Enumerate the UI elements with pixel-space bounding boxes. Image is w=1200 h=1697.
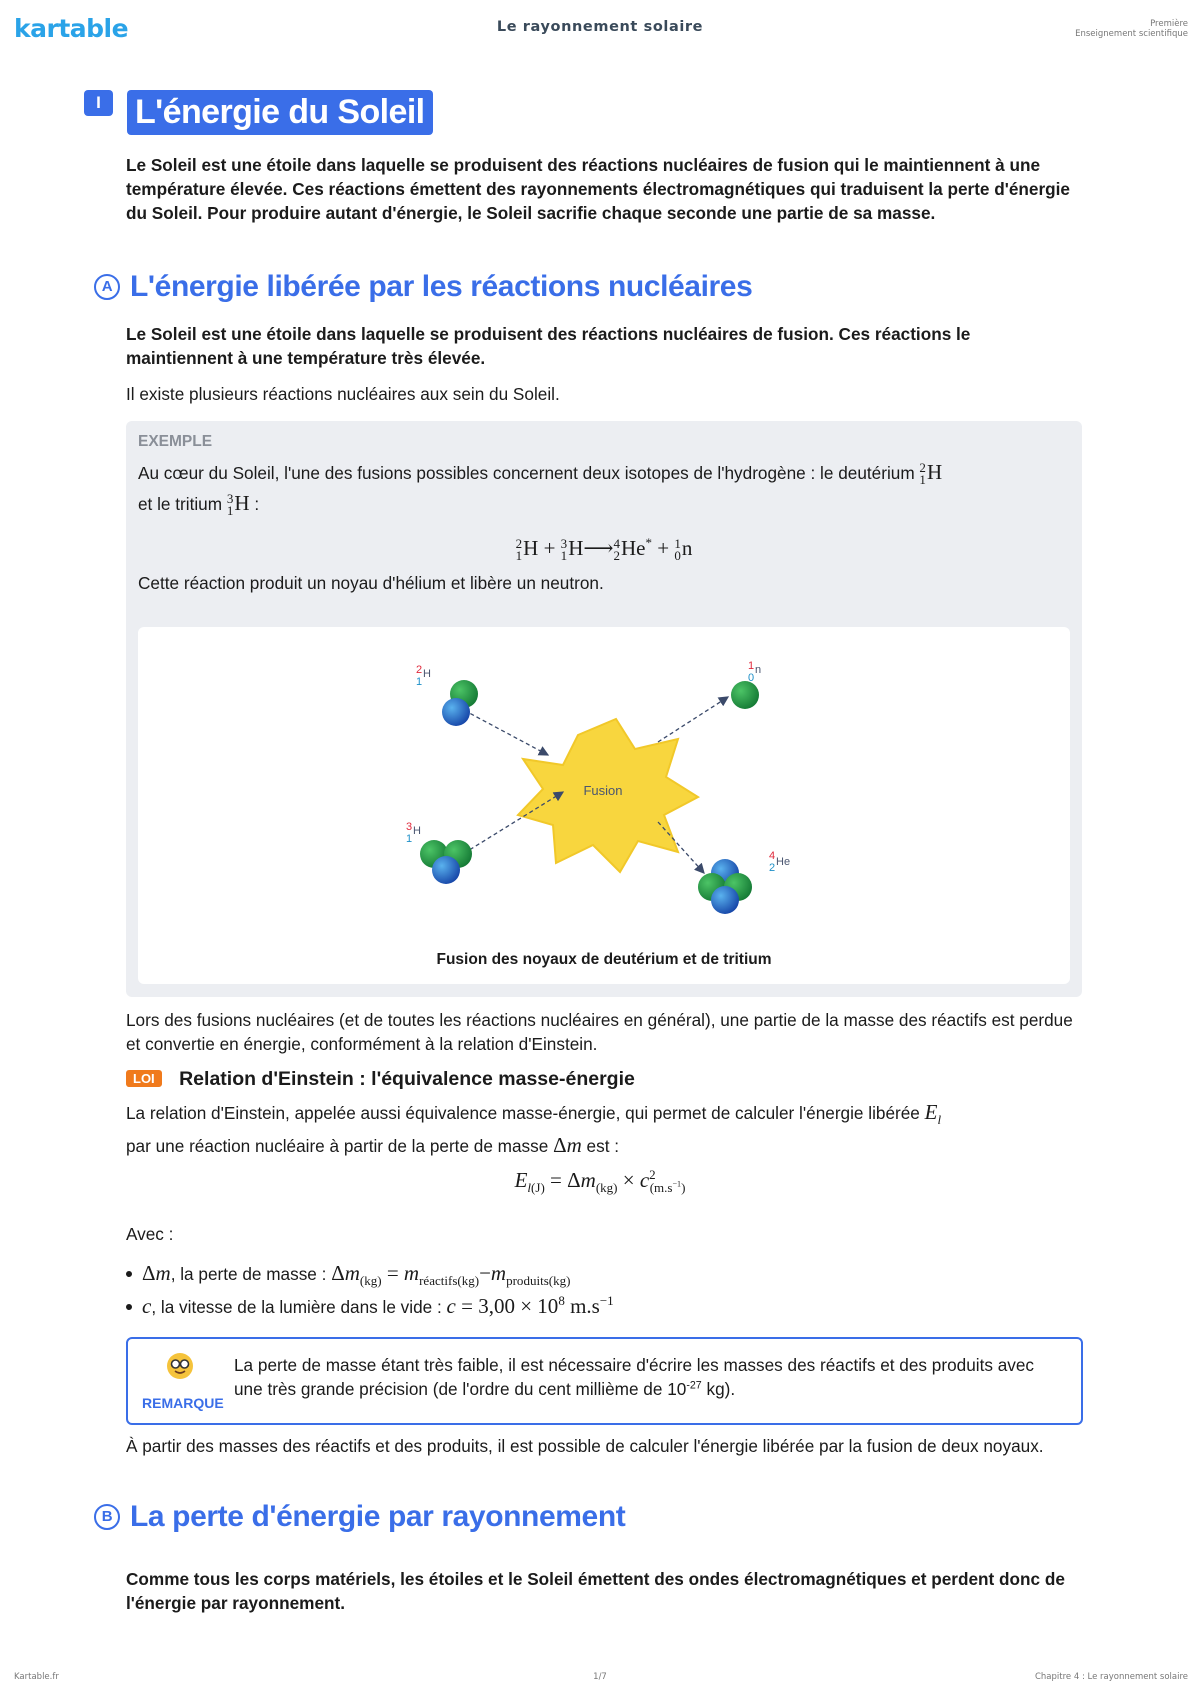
subsection-b-letter: B — [94, 1504, 120, 1530]
neutron — [731, 681, 759, 709]
closing-text: À partir des masses des réactifs et des produits, il est possible de calculer l'énergie libérée par la fusion de deux noyaux. — [126, 1436, 1044, 1456]
subsection-a-intro-block — [126, 322, 1081, 406]
subsection-a-title: L'énergie libérée par les réactions nucléaires — [130, 270, 753, 303]
law-line-2 — [126, 1129, 1081, 1162]
law-text-2: par une réaction nucléaire à partir de la perte de masse — [126, 1136, 549, 1156]
n-atomic-number: 0 — [748, 672, 755, 684]
tritium-nucleus — [420, 840, 472, 884]
fusion-label: Fusion — [583, 783, 623, 798]
h3-atomic-number: 1 — [406, 833, 413, 845]
remark-text: La perte de masse étant très faible, il est nécessaire d'écrire les masses des réactifs et des produits avec une très grande précision (de l'ordre du cent millième de $10^{-27}$ kg). — [234, 1355, 1035, 1399]
subsection-b-title: La perte d'énergie par rayonnement — [130, 1500, 626, 1533]
arrow-h2-in — [458, 707, 548, 755]
avec-block — [126, 1222, 1081, 1246]
arrow-n-out — [658, 697, 728, 742]
light-speed-symbol: c — [142, 1294, 152, 1318]
deuterium-nucleus — [442, 680, 478, 726]
light-speed-formula: $c = 3,00 \times 10^8$ $m.s^{-1}$ — [446, 1293, 614, 1318]
subsection-b-intro-block — [126, 1567, 1081, 1615]
after-example-block — [126, 1008, 1081, 1056]
fusion-equation: 2 1 H + 3 1 H⟶ 4 2 He* + 1 0 n — [515, 535, 693, 564]
fusion-diagram — [138, 627, 1070, 937]
closing-block — [126, 1434, 1081, 1458]
h2-atomic-number: 1 — [416, 676, 423, 688]
law-title: Relation d'Einstein : l'équivalence masse-énergie — [179, 1068, 635, 1090]
example-colon: : — [254, 494, 260, 514]
n-symbol: n — [755, 664, 762, 676]
law-body — [126, 1096, 1081, 1162]
header-subject: Enseignement scientifique — [1075, 29, 1188, 39]
tritium-symbol: 3 1 H — [226, 490, 250, 519]
subsection-a-intro: Le Soleil est une étoile dans laquelle se produisent des réactions nucléaires de fusion. Ces réactions le maintiennent à une température très élevée. — [126, 324, 971, 368]
example-text-2: et le tritium — [138, 494, 223, 514]
example-label: EXEMPLE — [138, 433, 213, 450]
example-result: Cette réaction produit un noyau d'hélium et libère un neutron. — [138, 573, 604, 593]
subsection-a-text: Il existe plusieurs réactions nucléaires aux sein du Soleil. — [126, 384, 560, 404]
h3-symbol: H — [413, 825, 421, 837]
header-meta — [1075, 19, 1188, 39]
h3-mass-number: 3 — [406, 821, 413, 833]
fusion-figure — [138, 627, 1070, 984]
section-number: I — [84, 90, 113, 116]
deuterium-symbol: 2 1 H — [919, 459, 943, 488]
section-intro: Le Soleil est une étoile dans laquelle se produisent des réactions nucléaires de fusion qui le maintiennent à une température élevée. Ces réactions émettent des rayonnements électromagnétiques qui traduisent la perte d'énergie du Soleil. Pour produire autant d'énergie, le Soleil sacrifie chaque seconde une partie de sa masse. — [126, 155, 1070, 223]
list-item — [126, 1290, 1081, 1323]
he-atomic-number: 2 — [769, 862, 776, 874]
mass-loss-formula: $\Delta m_{(kg)} = m_{réactifs(kg)}-m_{produits(kg)}$ — [331, 1261, 571, 1289]
footer-chapter: Chapitre 4 : Le rayonnement solaire — [1034, 1672, 1188, 1682]
figure-caption: Fusion des noyaux de deutérium et de tritium — [436, 951, 772, 968]
example-box — [126, 421, 1082, 997]
helium-nucleus — [698, 859, 752, 914]
section-title: L'énergie du Soleil — [127, 90, 433, 135]
mass-loss-symbol-2: Δm — [142, 1261, 171, 1285]
document-title: Le rayonnement solaire — [496, 19, 704, 35]
subsection-a-heading — [94, 270, 752, 304]
he-mass-number: 4 — [769, 850, 776, 862]
header-level: Première — [1150, 19, 1188, 29]
law-text-2-end: est : — [586, 1136, 620, 1156]
example-line-2 — [138, 488, 1068, 520]
example-line-1 — [138, 457, 1068, 489]
law-text-1: La relation d'Einstein, appelée aussi équivalence masse-énergie, qui permet de calculer l'énergie libérée — [126, 1103, 920, 1123]
mass-loss-symbol: Δm — [553, 1133, 582, 1157]
avec-label: Avec : — [126, 1224, 174, 1244]
bullet-1-text: , la perte de masse : — [170, 1264, 327, 1284]
h2-mass-number: 2 — [416, 664, 423, 676]
h2-symbol: H — [423, 668, 431, 680]
remark-label: REMARQUE — [142, 1395, 224, 1411]
footer-page: 1/7 — [593, 1672, 607, 1682]
law-line-1 — [126, 1096, 1081, 1129]
after-example-text: Lors des fusions nucléaires (et de toutes les réactions nucléaires en général), une partie de la masse des réactifs est perdue et convertie en énergie, conformément à la relation d'Einstein. — [126, 1010, 1073, 1054]
nerd-face-icon — [167, 1353, 193, 1379]
law-badge: LOI — [126, 1070, 162, 1087]
definitions-list — [126, 1257, 1081, 1323]
n-mass-number: 1 — [748, 660, 755, 672]
list-item — [126, 1257, 1081, 1290]
bullet-2-text: , la vitesse de la lumière dans le vide : — [151, 1297, 442, 1317]
section-intro-block — [126, 153, 1081, 225]
einstein-equation: $E_{l(J)} = \Delta m_{(kg)} \times c^2_{(m.s^{-1})}$ — [514, 1167, 686, 1196]
footer-site[interactable]: Kartable.fr — [14, 1672, 59, 1682]
subsection-b-intro: Comme tous les corps matériels, les étoiles et le Soleil émettent des ondes électromagnétiques et perdent donc de l'énergie par rayonnement. — [126, 1569, 1065, 1613]
subsection-b-heading — [94, 1500, 625, 1534]
law-heading — [126, 1068, 635, 1091]
energy-symbol: $E_l$ — [924, 1100, 942, 1128]
he-symbol: He — [776, 856, 791, 868]
example-text-1: Au cœur du Soleil, l'une des fusions possibles concernent deux isotopes de l'hydrogène : le deutérium — [138, 463, 915, 483]
remark-box — [126, 1337, 1083, 1425]
kartable-logo[interactable]: kartable — [14, 14, 129, 43]
subsection-a-letter: A — [94, 274, 120, 300]
